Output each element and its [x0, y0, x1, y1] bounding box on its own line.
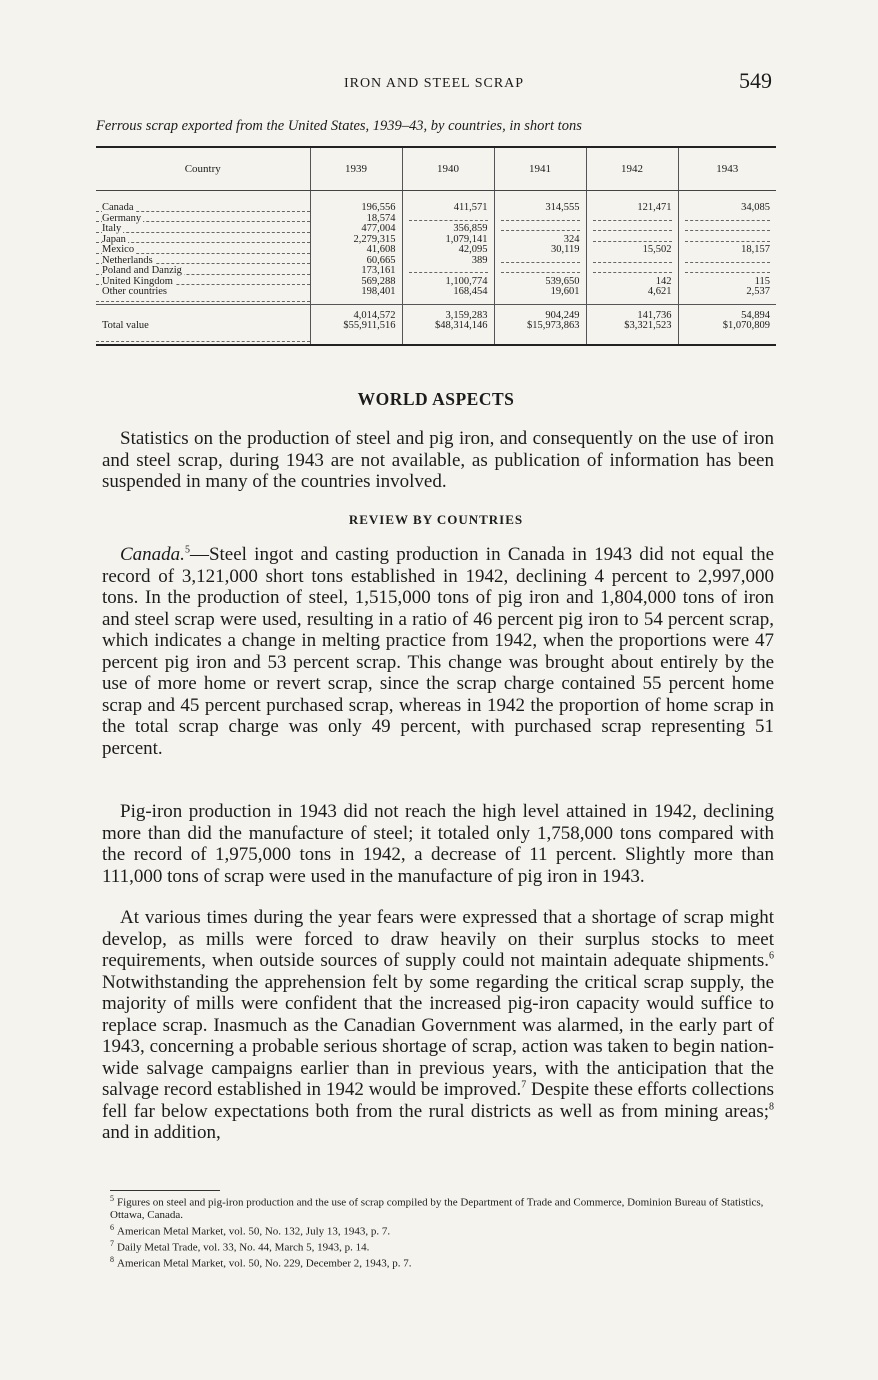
- value-cell: 1,079,141: [402, 235, 494, 246]
- value-cell: [586, 266, 678, 277]
- empty-dash: [501, 224, 580, 231]
- country-cell: [96, 235, 310, 246]
- empty-dash: [593, 266, 672, 273]
- total-value-cell: $3,321,523: [586, 321, 678, 345]
- value-cell: 18,157: [678, 245, 776, 256]
- value-cell: [586, 256, 678, 267]
- value-cell: 198,401: [310, 287, 402, 304]
- canada-text: —Steel ingot and casting production in Canada in 1943 did not equal the record of 3,121,000 short tons established in 1942, declining 4 percent to 2,997,000 tons. In the production of steel, 1,515,000 tons of pig iron and 1,804,000 tons of iron and steel scrap were used, resulting in a ratio of 46 percent pig iron to 54 percent scrap, which indicates a change in melting practice from 1942, when the proportions were 47 percent pig iron and 53 percent scrap. This change was brought about entirely by the use of more home or revert scrap, since the scrap charge contained 55 percent home scrap and 45 percent purchased scrap, whereas in 1942 the proportion of home scrap in the total scrap charge was only 49 percent, with purchased scrap representing 51 percent.: [102, 544, 774, 759]
- empty-dash: [685, 224, 771, 231]
- table-row: [96, 287, 776, 304]
- country-cell: [96, 287, 310, 304]
- value-cell: 1,100,774: [402, 277, 494, 288]
- value-cell: 356,859: [402, 224, 494, 235]
- total-value-cell: $15,973,863: [494, 321, 586, 345]
- country-name: Mexico: [102, 245, 135, 255]
- footnote-ref: 5: [184, 544, 190, 556]
- empty-dash: [501, 214, 580, 221]
- country-name: Germany: [102, 213, 142, 224]
- running-title: IRON AND STEEL SCRAP: [343, 76, 525, 91]
- total-label: Total value: [102, 321, 149, 331]
- footnote-ref: 7: [521, 1079, 527, 1091]
- total-value-cell: $1,070,809: [678, 321, 776, 345]
- scrap-shortage-paragraph: [102, 907, 774, 1144]
- scrap-export-table: [96, 146, 776, 346]
- footnote-text: Figures on steel and pig-iron production and the use of scrap compiled by the Department of Trade and Commerce, Dominion Bureau of Statistics, Ottawa, Canada.: [110, 1196, 764, 1222]
- country-name: Canada: [102, 202, 134, 213]
- value-cell: [678, 214, 776, 225]
- footnote-mark: 5: [110, 1194, 114, 1203]
- footnote-mark: 7: [110, 1238, 114, 1248]
- value-cell: [678, 224, 776, 235]
- table-row: [96, 266, 776, 277]
- intro-paragraph: Statistics on the production of steel and pig iron, and consequently on the use of iron and steel scrap, during 1943 are not available, as publication of information has been suspended in many of the countries involved.: [102, 428, 774, 492]
- empty-dash: [501, 256, 580, 263]
- value-cell: [494, 266, 586, 277]
- footnotes: [110, 1193, 782, 1270]
- table-row: [96, 224, 776, 235]
- canada-paragraph: [102, 544, 774, 759]
- table-row: [96, 277, 776, 288]
- column-header: 1939: [310, 147, 402, 191]
- value-cell: 142: [586, 277, 678, 288]
- value-cell: 115: [678, 277, 776, 288]
- footnote-mark: 8: [110, 1254, 114, 1264]
- country-cell: [96, 266, 310, 277]
- country-cell: [96, 191, 310, 214]
- table-row: [96, 214, 776, 225]
- value-cell: 41,608: [310, 245, 402, 256]
- empty-dash: [593, 224, 672, 231]
- table-row: [96, 235, 776, 246]
- world-aspects-heading: WORLD ASPECTS: [357, 389, 515, 409]
- total-value-row: [96, 321, 776, 345]
- empty-dash: [593, 235, 672, 242]
- total-tons-cell: 54,894: [678, 304, 776, 321]
- value-cell: 173,161: [310, 266, 402, 277]
- value-cell: 569,288: [310, 277, 402, 288]
- blank-cell: [96, 304, 310, 321]
- total-tons-cell: 141,736: [586, 304, 678, 321]
- total-tons-cell: 3,159,283: [402, 304, 494, 321]
- value-cell: [494, 214, 586, 225]
- value-cell: [494, 224, 586, 235]
- value-cell: 42,095: [402, 245, 494, 256]
- table-row: [96, 191, 776, 214]
- value-cell: 60,665: [310, 256, 402, 267]
- country-name: Japan: [102, 234, 126, 245]
- value-cell: 314,555: [494, 191, 586, 214]
- country-name: Netherlands: [102, 255, 153, 266]
- column-header: 1940: [402, 147, 494, 191]
- scrap-shortage-text-a: At various times during the year fears were expressed that a shortage of scrap might develop, as mills were forced to draw heavily on their surplus stocks to meet requirements, when outside sources of supply could not maintain adequate shipments.: [102, 907, 774, 971]
- footnote-text: American Metal Market, vol. 50, No. 229, December 2, 1943, p. 7.: [117, 1257, 412, 1270]
- table-row: [96, 256, 776, 267]
- footnote-ref: 8: [769, 1101, 774, 1113]
- country-cell: [96, 224, 310, 235]
- column-header: 1941: [494, 147, 586, 191]
- canada-lead: Canada.: [120, 544, 185, 565]
- value-cell: 4,621: [586, 287, 678, 304]
- value-cell: 196,556: [310, 191, 402, 214]
- footnote: [110, 1222, 782, 1238]
- table-row: [96, 245, 776, 256]
- value-cell: 18,574: [310, 214, 402, 225]
- empty-dash: [685, 256, 771, 263]
- footnote-ref: 6: [769, 950, 774, 962]
- country-cell: [96, 256, 310, 267]
- value-cell: 121,471: [586, 191, 678, 214]
- total-tons-cell: 904,249: [494, 304, 586, 321]
- value-cell: [586, 214, 678, 225]
- column-header: 1942: [586, 147, 678, 191]
- country-cell: [96, 277, 310, 288]
- empty-dash: [685, 214, 771, 221]
- value-cell: [678, 266, 776, 277]
- value-cell: [494, 256, 586, 267]
- total-tons-row: [96, 304, 776, 321]
- footnote-divider: [110, 1190, 220, 1191]
- empty-dash: [501, 266, 580, 273]
- pig-iron-paragraph: Pig-iron production in 1943 did not reach the high level attained in 1942, declining more than did the manufacture of steel; it totaled only 1,758,000 tons compared with the record of 1,975,000 tons in 1942, a decrease of 11 percent. Slightly more than 111,000 tons of scrap were used in the manufacture of pig iron in 1943.: [102, 801, 774, 887]
- empty-dash: [409, 266, 488, 273]
- footnote: [110, 1238, 782, 1254]
- empty-dash: [593, 214, 672, 221]
- footnote: [110, 1254, 782, 1270]
- value-cell: 19,601: [494, 287, 586, 304]
- country-cell: [96, 245, 310, 256]
- value-cell: 539,650: [494, 277, 586, 288]
- total-value-cell: $48,314,146: [402, 321, 494, 345]
- empty-dash: [685, 235, 771, 242]
- empty-dash: [685, 266, 771, 273]
- column-header: Country: [96, 147, 310, 191]
- country-name: United Kingdom: [102, 276, 173, 287]
- value-cell: 389: [402, 256, 494, 267]
- review-heading: REVIEW BY COUNTRIES: [348, 512, 524, 527]
- scrap-shortage-text-b: Notwithstanding the apprehension felt by some regarding the critical scrap supply, the majority of mills were confident that the increased pig-iron capacity would suffice to replace scrap. Inasmuch as the Canadian Government was alarmed, in the early part of 1943, concerning a probable serious shortage of scrap, action was taken to begin nation-wide salvage campaigns earlier than in previous years, with the anticipation that the salvage record established in 1942 would be improved.: [102, 971, 774, 1100]
- page-number: 549: [739, 68, 772, 93]
- column-header: 1943: [678, 147, 776, 191]
- value-cell: 324: [494, 235, 586, 246]
- value-cell: 2,537: [678, 287, 776, 304]
- footnote-text: Daily Metal Trade, vol. 33, No. 44, March 5, 1943, p. 14.: [117, 1241, 370, 1254]
- country-name: Italy: [102, 224, 122, 234]
- value-cell: 15,502: [586, 245, 678, 256]
- value-cell: 30,119: [494, 245, 586, 256]
- empty-dash: [593, 256, 672, 263]
- total-tons-cell: 4,014,572: [310, 304, 402, 321]
- value-cell: 2,279,315: [310, 235, 402, 246]
- empty-dash: [409, 214, 488, 221]
- value-cell: [586, 224, 678, 235]
- value-cell: [678, 256, 776, 267]
- value-cell: 411,571: [402, 191, 494, 214]
- table-header-row: [96, 147, 776, 191]
- scrap-shortage-text-d: and in addition,: [102, 1122, 221, 1143]
- value-cell: 34,085: [678, 191, 776, 214]
- value-cell: [402, 266, 494, 277]
- scrap-shortage-text-c: Despite these efforts collections fell far below expectations both from the rural districts as well as from mining areas;: [102, 1079, 774, 1122]
- value-cell: 477,004: [310, 224, 402, 235]
- total-label-cell: [96, 321, 310, 345]
- value-cell: 168,454: [402, 287, 494, 304]
- footnote-mark: 6: [110, 1222, 114, 1232]
- table-caption: Ferrous scrap exported from the United States, 1939–43, by countries, in short tons: [96, 118, 582, 134]
- country-cell: [96, 214, 310, 225]
- footnote-text: American Metal Market, vol. 50, No. 132, July 13, 1943, p. 7.: [117, 1225, 391, 1238]
- country-name: Poland and Danzig: [102, 266, 182, 276]
- total-value-cell: $55,911,516: [310, 321, 402, 345]
- country-name: Other countries: [102, 287, 168, 297]
- footnote: [110, 1193, 782, 1222]
- running-head: [96, 68, 772, 94]
